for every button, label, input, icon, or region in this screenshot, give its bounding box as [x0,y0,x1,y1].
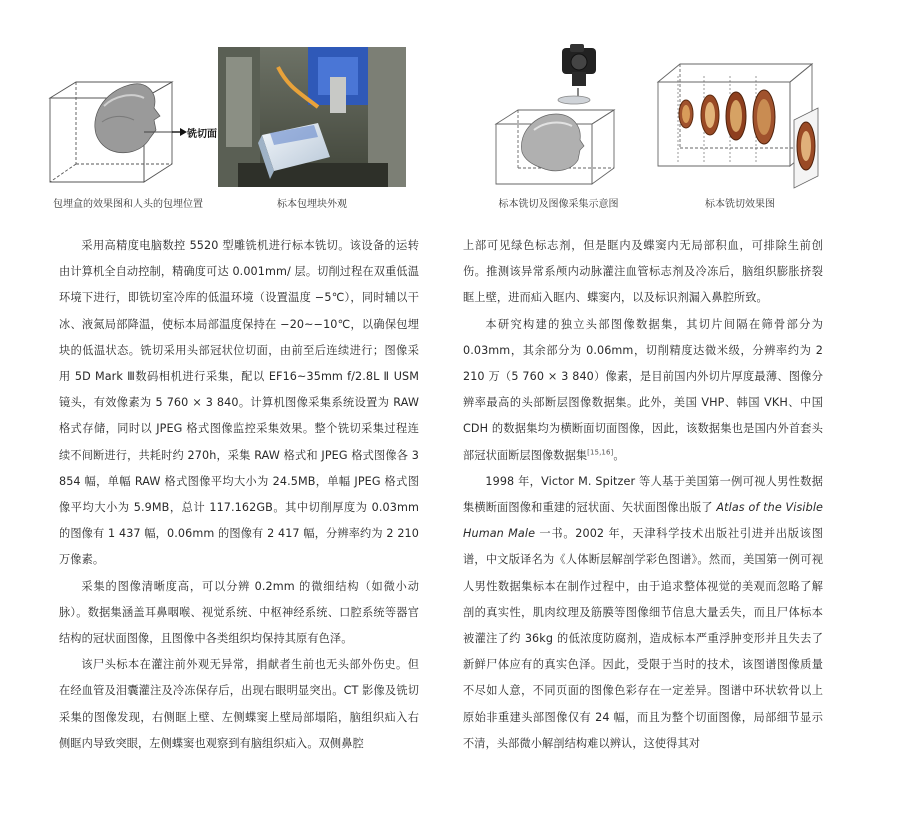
head-model-icon [521,114,584,171]
figure-acquisition-schematic [486,42,636,192]
atlas-history-intro: 1998 年，Victor M. Spitzer 等人基于美国第一例可视人男性数据集横断面图像和重建的冠状面、矢状面图像出版了 [463,474,823,515]
cut-section-panel [794,108,818,188]
milling-plane-label: 铣切面 [187,129,217,140]
specimen-block-photo [218,47,406,187]
left-text-column [59,233,419,757]
paragraph-image-clarity: 采集的图像清晰度高，可以分辨 0.2mm 的微细结构（如微小动脉）。数据集涵盖耳鼻咽喉、视觉系统、中枢神经系统、口腔系统等器官结构的冠状面图像，且图像中各类组织均保持其原有色泽。 [59,579,419,646]
paragraph-atlas-history [463,469,823,757]
paragraph-specimen-anomaly: 该尸头标本在灌注前外观无异常，捐献者生前也无头部外伤史。但在经血管及泪囊灌注及冷冻保存后，出现右眼明显突出。CT 影像及铣切采集的图像发现，右侧眶上壁、左侧蝶窦上壁局部塌陷，脑组织疝入右侧眶内导致突眼，左侧蝶窦也观察到有脑组织疝入。双侧鼻腔 [59,658,419,750]
embedding-box-drawing [44,42,219,192]
dataset-summary-end: 。 [613,448,625,462]
figure-milling-effect [654,42,824,192]
acquisition-drawing [486,42,636,192]
figure-caption-embedding-box: 包埋盒的效果图和人头的包埋位置 [53,199,203,210]
paragraph-anomaly-continued: 上部可见绿色标志剂，但是眶内及蝶窦内无局部积血，可排除生前创伤。推测该异常系颅内动脉灌注血管标志剂及冷冻后，脑组织膨胀挤裂眶上壁，进而疝入眶内、蝶窦内，以及标识剂漏入鼻腔所致。 [463,239,823,305]
paragraph-milling-method: 采用高精度电脑数控 5520 型雕铣机进行标本铣切。该设备的运转由计算机全自动控制，精确度可达 0.001mm/ 层。切削过程在双重低温环境下进行，即铣切室冷库的低温环境（设置温度 −5℃），同时辅以干冰、液氮局部降温，使标本局部温度保持在 −20~−10℃，以确保包埋块的低温状态。铣切采用头部冠状位切面，由前至后连续进行；图像采用 5D Mark Ⅲ数码相机进行采集，配以 EF16~35mm f/2.8L Ⅱ USM 镜头，有效像素为 5 760 × 3 840。计算机图像采集系统设置为 RAW 格式存储，同时以 JPEG 格式图像监控采集效果。整个铣切采集过程连续不间断进行，共耗时约 270h，采集 RAW 格式和 JPEG 格式图像各 3 854 幅，单幅 RAW 格式图像平均大小为 24.5MB，单幅 JPEG 格式图像平均大小为 5.9MB，总计 117.162GB。其中切削厚度为 0.03mm 的图像有 1 437 幅，0.06mm 的图像有 2 417 幅，分辨率约为 2 210 万像素。 [59,239,419,567]
section-slices [678,76,775,162]
head-model [95,84,160,153]
atlas-history-body: 一书。2002 年，天津科学技术出版社引进并出版该图谱，中文版译名为《人体断层解剖学彩色图谱》。然而，美国第一例可视人男性数据集标本在制作过程中，由于追求整体视觉的美观而忽略了解剖的真实性，肌肉纹理及筋膜等图像细节信息大量丢失，而且尸体标本被灌注了约 36kg 的低浓度防腐剂，造成标本严重浮肿变形并且失去了新鲜尸体应有的真实色泽。因此，受限于当时的技术，该图谱图像质量不尽如人意，不同页面的图像色彩存在一定差异。图谱中环状软骨以上原始非重建头部图像仅有 24 幅，而且为整个切面图像，局部细节显示不清，头部微小解剖结构难以辨认，这使得其对 [463,527,823,750]
figure-embedding-box [44,42,219,192]
figure-caption-acquisition: 标本铣切及图像采集示意图 [498,199,619,210]
atlas-book-title: Atlas of the Visible Human Male [463,501,824,541]
figure-specimen-block-photo [218,47,406,187]
camera-icon [562,44,596,86]
right-text-column [463,233,823,757]
dataset-summary-text: 本研究构建的独立头部图像数据集，其切片间隔在筛骨部分为 0.03mm，其余部分为 0.06mm，切削精度达微米级，分辨率约为 2 210 万（5 760 × 3 840）像素，是目前国内外切片厚度最薄、图像分辨率最高的头部断层图像数据集。此外，美国 VHP、韩国 VKH、中国 CDH 的数据集均为横断面切面图像，因此，该数据集也是国内外首套头部冠状面断层图像数据集 [463,317,823,462]
citation-ref-15-16: [15,16] [587,447,614,456]
milling-effect-drawing [654,42,824,192]
paragraph-dataset-summary [463,312,823,469]
figure-caption-specimen-block: 标本包埋块外观 [277,199,347,210]
figure-caption-milling-effect: 标本铣切效果图 [705,199,775,210]
